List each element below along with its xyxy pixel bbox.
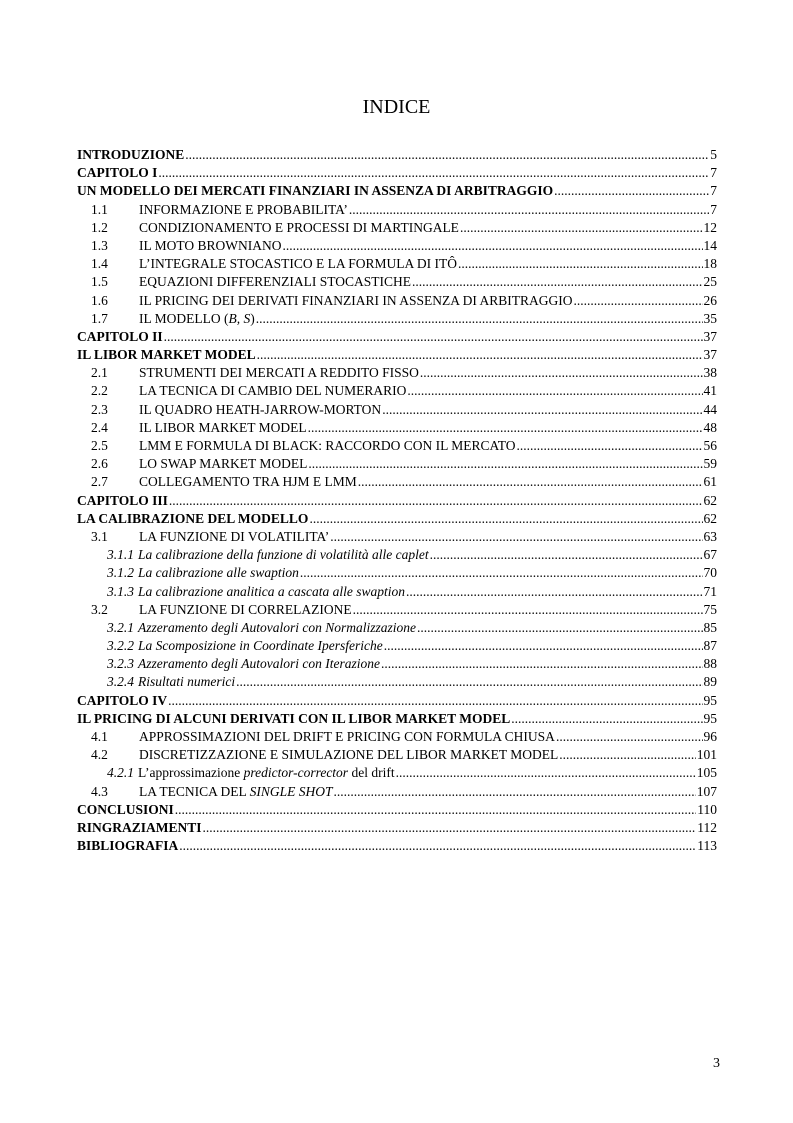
toc-entry-page: 59 xyxy=(703,456,717,472)
toc-dot-leader xyxy=(185,146,709,164)
toc-entry-page: 44 xyxy=(703,401,717,417)
toc-entry-number: 1.3 xyxy=(91,237,108,253)
toc-entry[interactable] xyxy=(77,583,717,601)
toc-entry-label: CONDIZIONAMENTO E PROCESSI DI MARTINGALE xyxy=(139,219,459,235)
toc-entry-number: 3.1.1 xyxy=(107,547,134,563)
toc-dot-leader xyxy=(353,601,703,619)
toc-entry-number: 4.2.1 xyxy=(107,765,134,781)
toc-entry-page: 14 xyxy=(703,237,717,253)
toc-entry-number: 3.2.3 xyxy=(107,656,134,672)
toc-entry-number: 1.6 xyxy=(91,292,108,308)
toc-entry[interactable] xyxy=(77,364,717,382)
toc-dot-leader xyxy=(396,764,696,782)
toc-entry-label: RINGRAZIAMENTI xyxy=(77,819,202,835)
toc-entry[interactable] xyxy=(77,510,717,528)
toc-dot-leader xyxy=(430,546,703,564)
toc-dot-leader xyxy=(283,237,703,255)
toc-entry[interactable] xyxy=(77,655,717,673)
toc-dot-leader xyxy=(158,164,709,182)
toc-entry[interactable] xyxy=(77,819,717,837)
toc-entry[interactable] xyxy=(77,528,717,546)
toc-entry[interactable] xyxy=(77,237,717,255)
toc-entry-page: 67 xyxy=(703,547,717,563)
toc-entry[interactable] xyxy=(77,328,717,346)
toc-entry-number: 2.5 xyxy=(91,438,108,453)
toc-entry[interactable] xyxy=(77,382,717,400)
toc-entry[interactable] xyxy=(77,292,717,310)
toc-entry-number: 1.1 xyxy=(91,201,108,217)
toc-entry-page: 35 xyxy=(703,310,717,326)
toc-entry-number: 4.2 xyxy=(91,747,108,763)
toc-entry-page: 56 xyxy=(703,438,717,453)
toc-entry[interactable] xyxy=(77,764,717,782)
toc-entry-page: 96 xyxy=(703,729,717,744)
toc-entry-page: 71 xyxy=(703,583,717,599)
toc-entry[interactable] xyxy=(77,182,717,200)
toc-entry-number: 1.2 xyxy=(91,219,108,235)
toc-entry-label: CAPITOLO I xyxy=(77,165,158,181)
toc-entry[interactable] xyxy=(77,255,717,273)
toc-dot-leader xyxy=(179,837,696,855)
toc-entry-number: 3.2.2 xyxy=(107,638,134,654)
toc-entry-label: La calibrazione analitica a cascata alle swaption xyxy=(138,583,405,599)
toc-entry-page: 63 xyxy=(703,528,717,544)
toc-entry-page: 7 xyxy=(710,165,717,181)
toc-entry-page: 12 xyxy=(703,219,717,235)
toc-entry[interactable] xyxy=(77,164,717,182)
toc-dot-leader xyxy=(358,473,703,491)
toc-entry-page: 101 xyxy=(696,747,717,763)
toc-dot-leader xyxy=(517,437,703,455)
toc-entry-page: 88 xyxy=(703,656,717,672)
toc-dot-leader xyxy=(330,528,702,546)
toc-entry-label: COLLEGAMENTO TRA HJM E LMM xyxy=(139,474,357,490)
toc-entry[interactable] xyxy=(77,601,717,619)
toc-dot-leader xyxy=(349,201,709,219)
toc-entry-number: 3.2.4 xyxy=(107,674,134,690)
toc-entry-page: 105 xyxy=(696,765,717,781)
toc-entry-label: LMM E FORMULA DI BLACK: RACCORDO CON IL MERCATO xyxy=(139,438,516,453)
toc-dot-leader xyxy=(407,382,702,400)
toc-dot-leader xyxy=(406,583,703,601)
toc-dot-leader xyxy=(308,419,703,437)
toc-entry-page: 113 xyxy=(697,838,717,854)
toc-entry-label: IL MODELLO (B, S) xyxy=(139,310,255,326)
toc-dot-leader xyxy=(236,673,702,691)
toc-entry-number: 2.2 xyxy=(91,383,108,399)
toc-entry-label: LO SWAP MARKET MODEL xyxy=(139,456,308,472)
toc-entry[interactable] xyxy=(77,492,717,510)
toc-entry-label: LA FUNZIONE DI CORRELAZIONE xyxy=(139,601,352,617)
toc-entry-label: INFORMAZIONE E PROBABILITA’ xyxy=(139,201,348,217)
toc-entry-page: 89 xyxy=(703,674,717,690)
toc-entry-label: Risultati numerici xyxy=(138,674,236,690)
toc-entry-label: Azzeramento degli Autovalori con Iterazione xyxy=(138,656,380,672)
toc-entry-page: 95 xyxy=(703,710,717,726)
toc-dot-leader xyxy=(308,455,702,473)
toc-entry[interactable] xyxy=(77,837,717,855)
toc-dot-leader xyxy=(554,182,709,200)
toc-entry-number: 3.1.3 xyxy=(107,583,134,599)
toc-entry-number: 2.3 xyxy=(91,401,108,417)
toc-entry-label: DISCRETIZZAZIONE E SIMULAZIONE DEL LIBOR MARKET MODEL xyxy=(139,747,559,763)
toc-entry-number: 2.6 xyxy=(91,456,108,472)
toc-entry-number: 1.5 xyxy=(91,274,108,290)
toc-entry-page: 7 xyxy=(710,201,717,217)
toc-entry[interactable] xyxy=(77,673,717,691)
toc-dot-leader xyxy=(574,292,703,310)
toc-dot-leader xyxy=(511,710,702,728)
toc-entry-label: EQUAZIONI DIFFERENZIALI STOCASTICHE xyxy=(139,274,411,290)
toc-entry-page: 87 xyxy=(703,638,717,654)
toc-dot-leader xyxy=(417,619,703,637)
toc-entry[interactable] xyxy=(77,346,717,364)
toc-entry-label: Azzeramento degli Autovalori con Normalizzazione xyxy=(138,619,416,635)
table-of-contents xyxy=(77,146,717,855)
toc-entry-label: IL MOTO BROWNIANO xyxy=(139,237,282,253)
toc-entry-label: La calibrazione alle swaption xyxy=(138,565,299,581)
page-number: 3 xyxy=(713,1056,720,1071)
toc-entry[interactable] xyxy=(77,219,717,237)
toc-entry-number: 3.2.1 xyxy=(107,619,134,635)
toc-entry-label: LA TECNICA DEL SINGLE SHOT xyxy=(139,783,333,799)
toc-entry-label: La Scomposizione in Coordinate Ipersferiche xyxy=(138,638,383,654)
toc-dot-leader xyxy=(559,746,696,764)
toc-dot-leader xyxy=(257,346,703,364)
toc-entry[interactable] xyxy=(77,146,717,164)
toc-dot-leader xyxy=(300,564,703,582)
toc-entry[interactable] xyxy=(77,419,717,437)
toc-entry-page: 25 xyxy=(703,274,717,290)
toc-entry-page: 7 xyxy=(710,183,717,199)
toc-entry-label: IL PRICING DEI DERIVATI FINANZIARI IN ASSENZA DI ARBITRAGGIO xyxy=(139,292,573,308)
toc-entry-page: 38 xyxy=(703,365,717,381)
toc-entry[interactable] xyxy=(77,619,717,637)
toc-entry-page: 107 xyxy=(696,783,717,799)
toc-entry-page: 112 xyxy=(697,819,717,835)
toc-entry-number: 2.7 xyxy=(91,474,108,490)
toc-entry-label: LA TECNICA DI CAMBIO DEL NUMERARIO xyxy=(139,383,407,399)
toc-entry-page: 95 xyxy=(703,692,717,708)
toc-entry-page: 70 xyxy=(703,565,717,581)
toc-dot-leader xyxy=(458,255,702,273)
toc-entry-label: IL LIBOR MARKET MODEL xyxy=(77,347,256,363)
toc-dot-leader xyxy=(420,364,703,382)
toc-entry-page: 41 xyxy=(703,383,717,399)
toc-entry-page: 18 xyxy=(703,256,717,272)
toc-entry-label: CAPITOLO II xyxy=(77,328,163,344)
toc-dot-leader xyxy=(175,801,696,819)
toc-entry-label: IL LIBOR MARKET MODEL xyxy=(139,419,307,435)
toc-entry-label: L’INTEGRALE STOCASTICO E LA FORMULA DI ITÔ xyxy=(139,256,458,272)
toc-entry-label: CAPITOLO III xyxy=(77,492,168,508)
toc-entry[interactable] xyxy=(77,546,717,564)
toc-dot-leader xyxy=(381,655,703,673)
toc-entry[interactable] xyxy=(77,728,717,746)
toc-entry-number: 2.1 xyxy=(91,365,108,381)
toc-dot-leader xyxy=(382,401,702,419)
toc-entry-number: 4.1 xyxy=(91,729,108,744)
toc-entry[interactable] xyxy=(77,692,717,710)
toc-dot-leader xyxy=(169,492,703,510)
toc-entry[interactable] xyxy=(77,637,717,655)
toc-entry-page: 37 xyxy=(703,347,717,363)
toc-entry-label: UN MODELLO DEI MERCATI FINANZIARI IN ASSENZA DI ARBITRAGGIO xyxy=(77,183,554,199)
toc-entry[interactable] xyxy=(77,564,717,582)
toc-entry-page: 37 xyxy=(703,328,717,344)
toc-entry-label: IL QUADRO HEATH-JARROW-MORTON xyxy=(139,401,382,417)
toc-entry-label: APPROSSIMAZIONI DEL DRIFT E PRICING CON FORMULA CHIUSA xyxy=(139,729,555,744)
toc-entry-label: BIBLIOGRAFIA xyxy=(77,838,179,854)
toc-entry-label: STRUMENTI DEI MERCATI A REDDITO FISSO xyxy=(139,365,419,381)
toc-entry[interactable] xyxy=(77,455,717,473)
toc-dot-leader xyxy=(309,510,702,528)
toc-dot-leader xyxy=(168,692,702,710)
toc-entry[interactable] xyxy=(77,710,717,728)
toc-dot-leader xyxy=(203,819,697,837)
toc-entry-label: CAPITOLO IV xyxy=(77,692,168,708)
toc-entry[interactable] xyxy=(77,801,717,819)
toc-entry-label: CONCLUSIONI xyxy=(77,801,174,817)
toc-dot-leader xyxy=(164,328,703,346)
toc-entry-number: 4.3 xyxy=(91,783,108,799)
toc-entry-page: 5 xyxy=(710,147,717,162)
toc-entry-number: 3.1.2 xyxy=(107,565,134,581)
toc-dot-leader xyxy=(334,783,696,801)
toc-entry-label: INTRODUZIONE xyxy=(77,147,185,162)
toc-dot-leader xyxy=(460,219,703,237)
toc-dot-leader xyxy=(256,310,703,328)
toc-dot-leader xyxy=(412,273,703,291)
toc-entry[interactable] xyxy=(77,746,717,764)
toc-entry-number: 3.2 xyxy=(91,601,108,617)
toc-dot-leader xyxy=(384,637,703,655)
toc-entry-page: 61 xyxy=(703,474,717,490)
toc-entry[interactable] xyxy=(77,401,717,419)
toc-entry-number: 3.1 xyxy=(91,528,108,544)
toc-entry-number: 1.4 xyxy=(91,256,108,272)
toc-entry[interactable] xyxy=(77,201,717,219)
toc-entry-page: 26 xyxy=(703,292,717,308)
toc-entry-page: 110 xyxy=(697,801,717,817)
toc-entry-label: LA FUNZIONE DI VOLATILITA’ xyxy=(139,528,330,544)
toc-entry-label: LA CALIBRAZIONE DEL MODELLO xyxy=(77,510,309,526)
toc-entry-page: 62 xyxy=(703,492,717,508)
toc-entry-page: 62 xyxy=(703,510,717,526)
toc-entry-number: 1.7 xyxy=(91,310,108,326)
toc-entry-page: 75 xyxy=(703,601,717,617)
toc-entry[interactable] xyxy=(77,437,717,455)
toc-entry[interactable] xyxy=(77,273,717,291)
toc-dot-leader xyxy=(556,728,703,746)
toc-entry-label: IL PRICING DI ALCUNI DERIVATI CON IL LIBOR MARKET MODEL xyxy=(77,710,511,726)
toc-entry[interactable] xyxy=(77,783,717,801)
toc-entry-label: La calibrazione della funzione di volatilità alle caplet xyxy=(138,547,429,563)
toc-entry-page: 85 xyxy=(703,619,717,635)
page-title: INDICE xyxy=(362,96,431,118)
toc-entry-number: 2.4 xyxy=(91,419,108,435)
toc-entry-label: L’approssimazione predictor-corrector del drift xyxy=(138,765,395,781)
toc-entry[interactable] xyxy=(77,310,717,328)
toc-entry[interactable] xyxy=(77,473,717,491)
toc-entry-page: 48 xyxy=(703,419,717,435)
